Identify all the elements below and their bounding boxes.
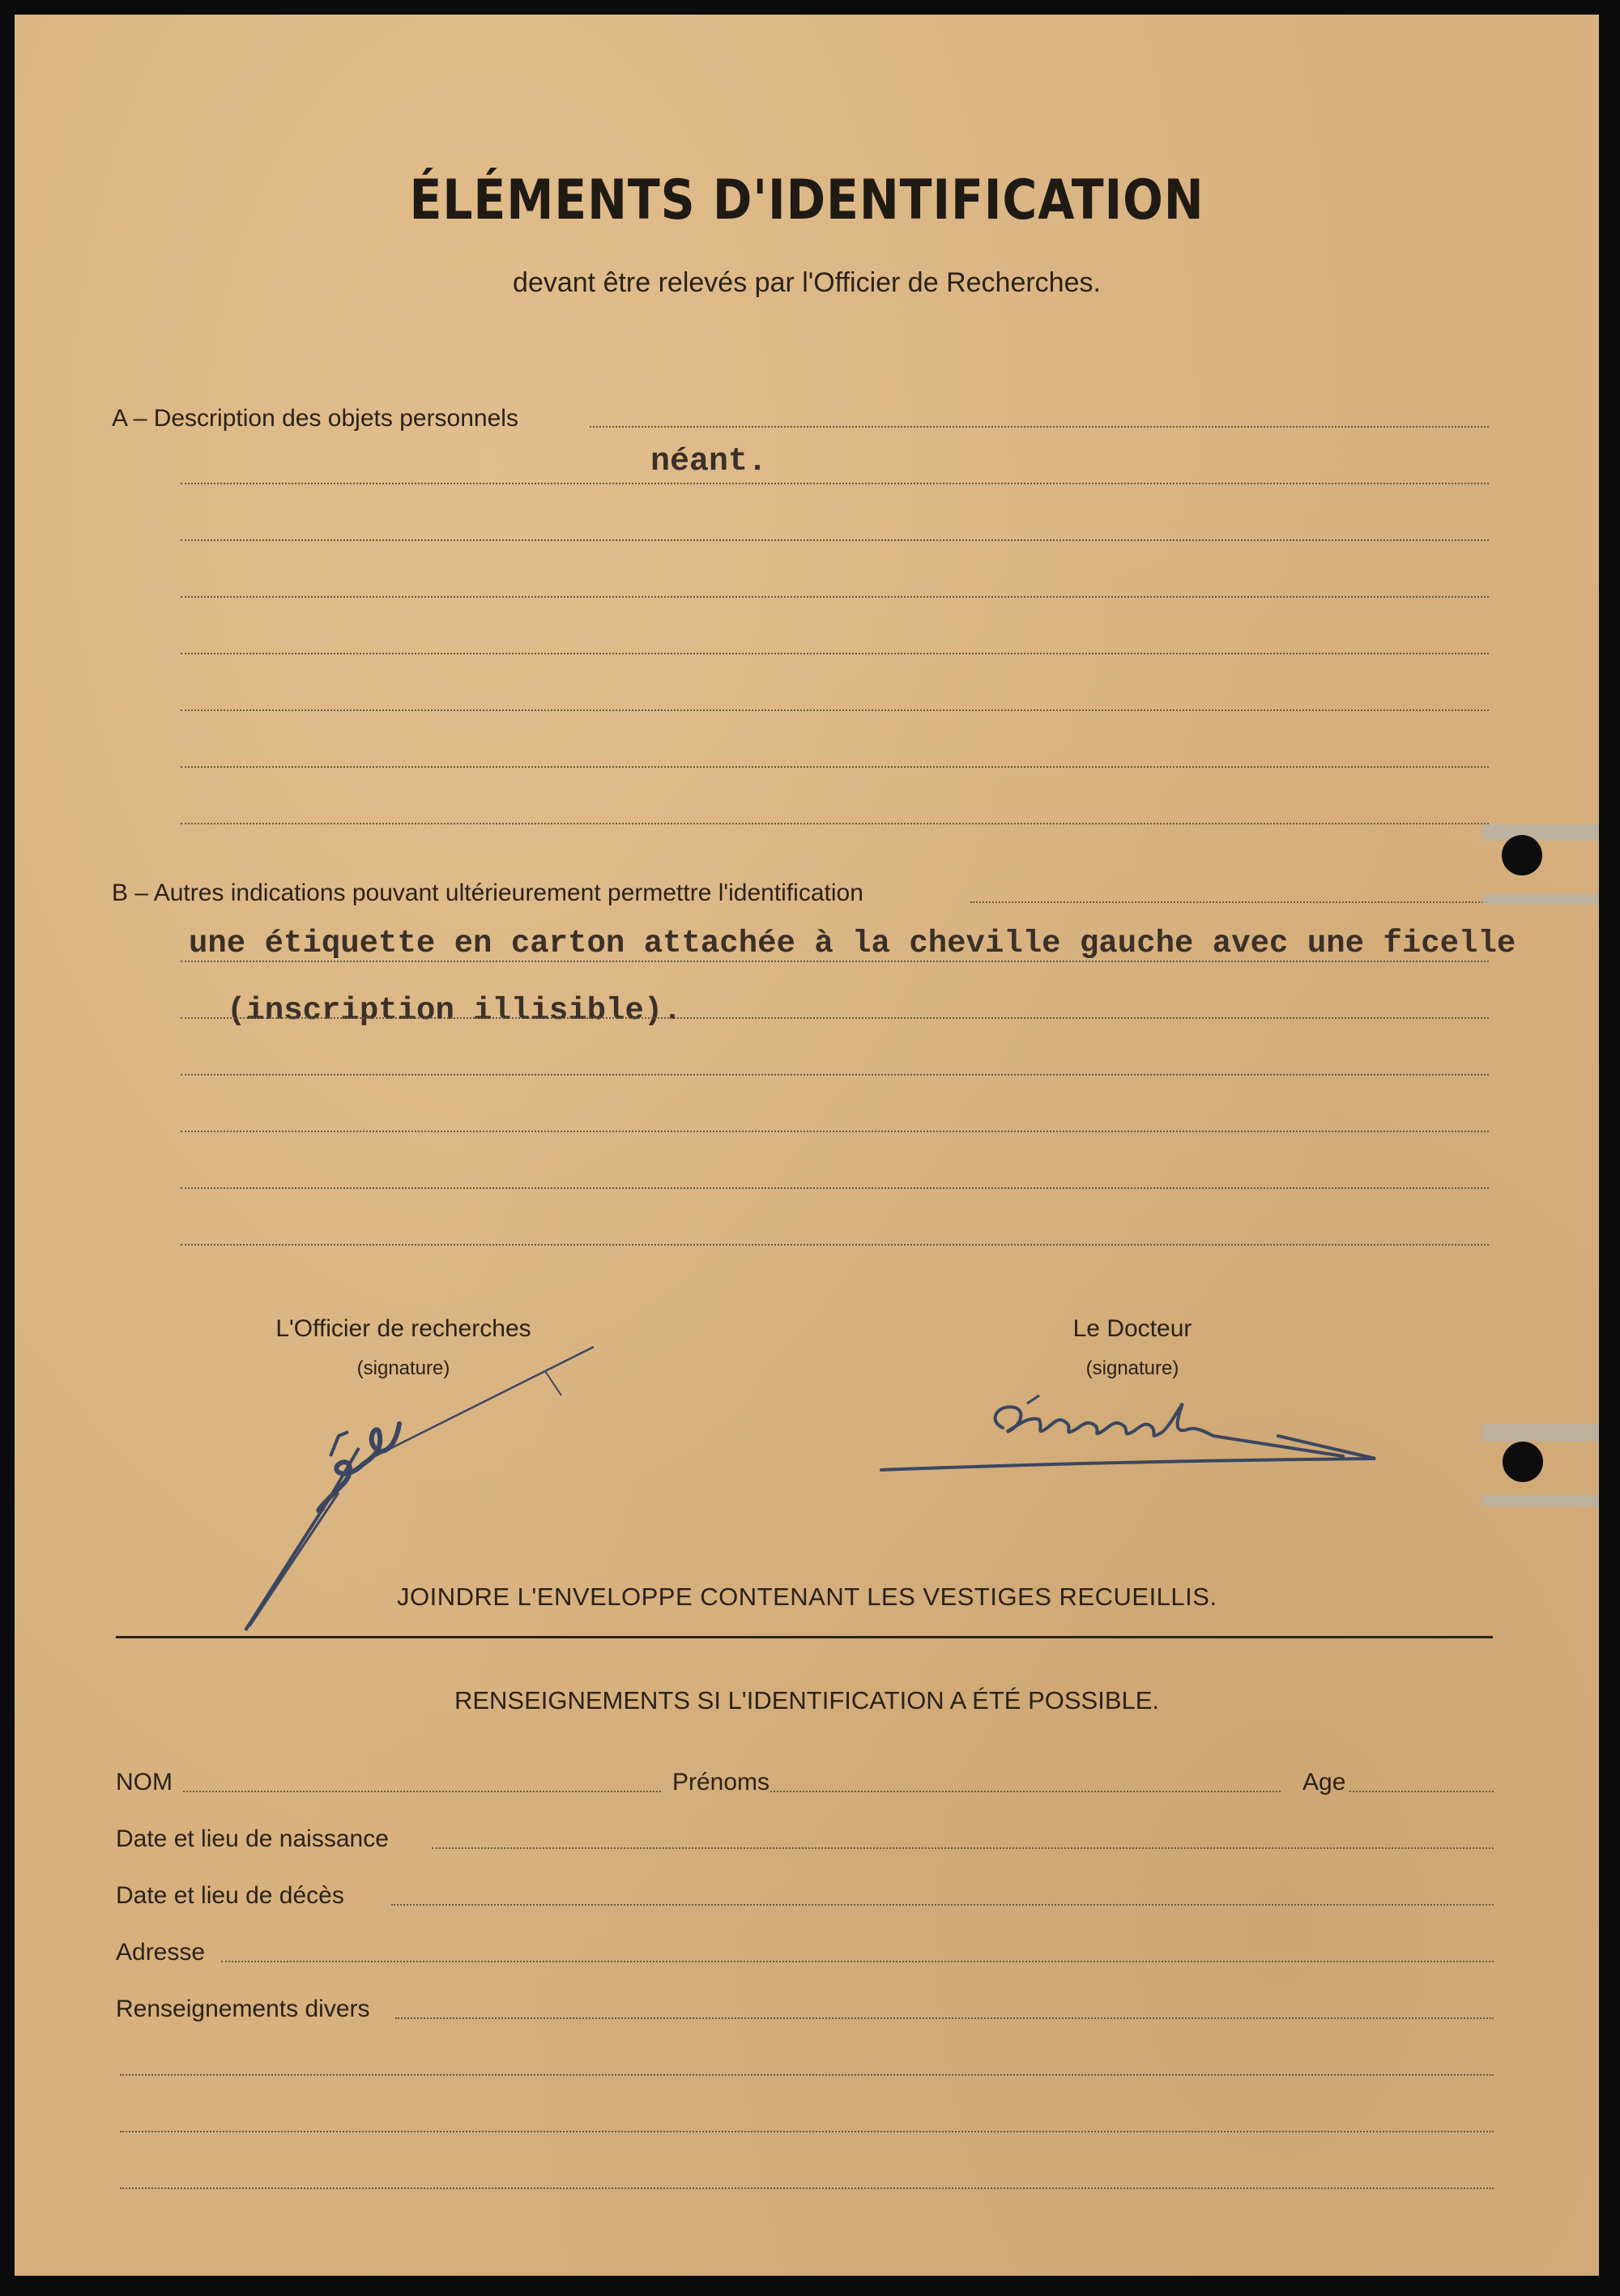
binder-tab-mark [1482,893,1599,905]
section-b-line-7 [181,1244,1489,1246]
divers-field-4 [120,2187,1494,2189]
envelope-instruction: JOINDRE L'ENVELOPPE CONTENANT LES VESTIGES RECUEILLIS. [397,1582,1217,1611]
naissance-field [432,1847,1494,1849]
section-b-line-3 [181,1017,1489,1019]
prenoms-label: Prénoms [672,1769,770,1795]
doctor-signature-sub: (signature) [1085,1357,1179,1379]
section-a-line-1 [590,426,1489,428]
section-a-line-5 [181,653,1489,654]
adresse-label: Adresse [116,1939,206,1966]
section-a-line-3 [181,539,1489,541]
section-a-line-4 [181,596,1489,598]
doctor-signature-drawing [865,1379,1400,1485]
doctor-signature-label: Le Docteur [1072,1315,1192,1342]
age-field [1349,1791,1494,1792]
section-a-line-2 [181,483,1489,484]
officer-signature-label: L'Officier de recherches [275,1315,531,1342]
deces-label: Date et lieu de décès [116,1882,344,1909]
naissance-label: Date et lieu de naissance [116,1825,389,1852]
binder-tab-mark [1482,1424,1599,1442]
section-b-line-2 [181,961,1489,962]
section-divider [116,1636,1493,1638]
section-a-line-6 [181,709,1489,711]
section-b-line-5 [181,1131,1489,1132]
deces-field [391,1904,1494,1906]
adresse-field [221,1961,1494,1962]
prenoms-field [770,1791,1281,1792]
punch-hole [1502,835,1542,875]
page-title: ÉLÉMENTS D'IDENTIFICATION [409,168,1204,232]
section-a-line-8 [181,823,1489,824]
section-b-line-1 [970,901,1489,903]
nom-field [183,1791,661,1792]
form-page [15,15,1599,2276]
page-subtitle: devant être relevés par l'Officier de Recherches. [513,267,1101,298]
binder-tab-mark [1482,1495,1599,1506]
divers-field-1 [395,2017,1494,2019]
divers-label: Renseignements divers [116,1996,370,2022]
officer-signature-sub: (signature) [356,1357,450,1379]
divers-field-3 [120,2131,1494,2132]
divers-field-2 [120,2074,1494,2076]
section-b-line-4 [181,1074,1489,1076]
section-b-label: B – Autres indications pouvant ultérieurement permettre l'identification [112,880,863,906]
nom-label: NOM [116,1769,173,1795]
section-b-line-6 [181,1187,1489,1189]
section-b-value-line-1: une étiquette en carton attachée à la cheville gauche avec une ficelle [189,926,1516,961]
section-a-label: A – Description des objets personnels [112,405,518,432]
punch-hole [1503,1442,1543,1482]
section-a-value: néant. [650,444,768,480]
binder-tab-mark [1482,824,1599,841]
identification-heading: RENSEIGNEMENTS SI L'IDENTIFICATION A ÉTÉ POSSIBLE. [454,1686,1160,1715]
age-label: Age [1302,1769,1346,1795]
section-a-line-7 [181,766,1489,768]
section-b-value-line-2: (inscription illisible). [227,993,682,1029]
